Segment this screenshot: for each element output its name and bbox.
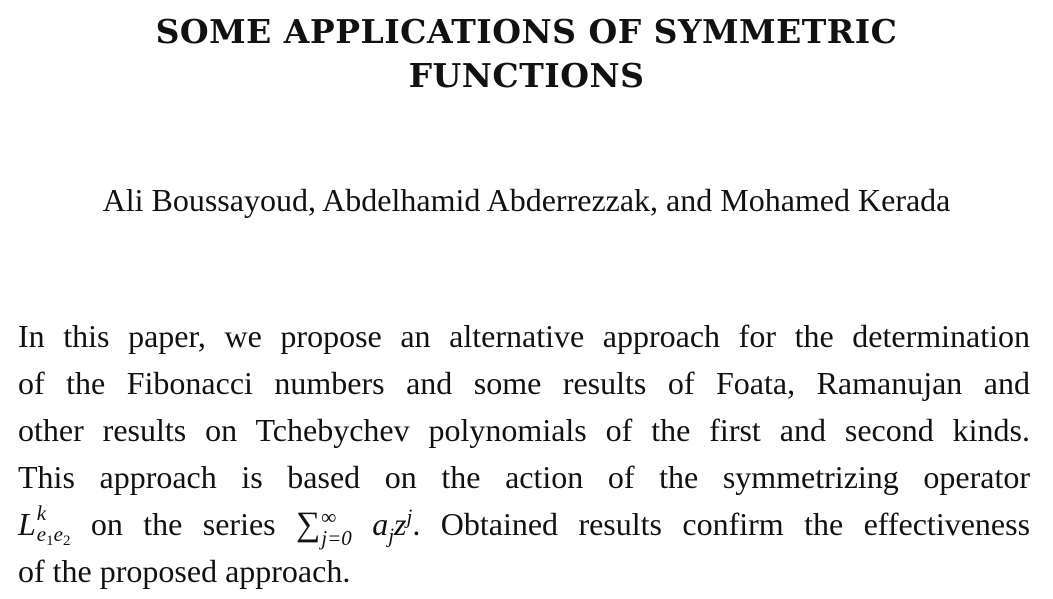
abstract-line-5-text-b: . Obtained results confirm the effectiveness [412, 506, 1031, 542]
series-coefficient-index: j [388, 523, 395, 548]
abstract-line-6: of the proposed approach. [18, 553, 351, 589]
abstract-line-4: This approach is based on the action of the symmetrizing operator [18, 459, 1030, 495]
operator-subscript: e1e2 [36, 522, 71, 550]
abstract-line-3: other results on Tchebychev polynomials of the first and second kinds. [18, 412, 1030, 448]
abstract-line-2: of the Fibonacci numbers and some results of Foata, Ramanujan and [18, 365, 1030, 401]
operator-superscript: k [36, 501, 47, 526]
paper-authors: Ali Boussayoud, Abdelhamid Abderrezzak, and Mohamed Kerada [102, 182, 951, 218]
abstract-line-5-text-a: on the series [90, 506, 276, 542]
series-variable-exponent: j [406, 504, 413, 529]
series-formula [296, 504, 413, 550]
operator-formula [18, 501, 71, 550]
title-line-2: FUNCTIONS [408, 56, 645, 95]
abstract-line-5 [18, 501, 1030, 548]
series-variable: z [394, 506, 407, 542]
title-line-1: SOME APPLICATIONS OF SYMMETRIC [155, 12, 898, 51]
summation-symbol: ∑ [296, 506, 321, 543]
abstract [18, 313, 1030, 595]
summation-upper-limit: ∞ [321, 504, 337, 529]
operator-symbol: L [18, 506, 36, 542]
series-coefficient: a [372, 506, 389, 542]
summation-lower-limit: j=0 [321, 525, 352, 550]
abstract-line-1: In this paper, we propose an alternative approach for the determination [18, 318, 1030, 354]
paper-title [0, 10, 1053, 98]
